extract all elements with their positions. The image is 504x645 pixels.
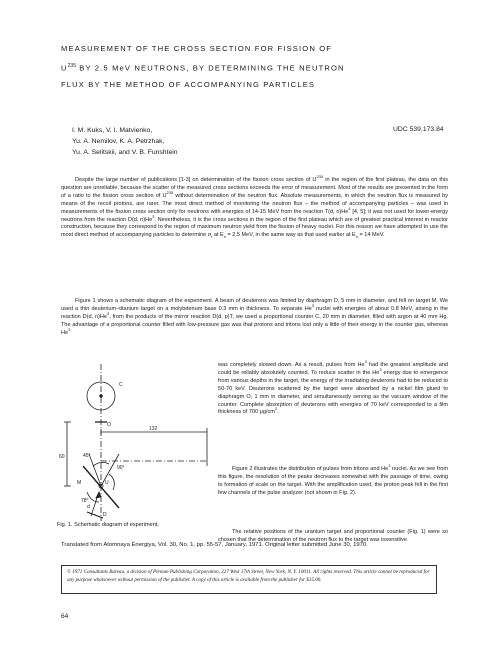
label-132: 132 [149,426,158,432]
label-m: M [77,480,82,486]
authors-line-2: Yu. A. Nemilov, K. A. Petrzhak, [72,137,165,145]
page-number: 64 [61,613,69,620]
title-line-2 [61,58,451,77]
label-60: 60 [59,454,65,460]
title-line-1: MEASUREMENT OF THE CROSS SECTION FOR FISSION OF [61,44,333,53]
label-d: D [103,512,107,518]
label-u: U [105,480,109,486]
author-list [72,126,372,158]
title-element: U [61,63,68,73]
article-title [61,41,451,93]
label-o: O [107,422,111,428]
paragraph-figure2: Figure 2 illustrates the distribution of pulses from tritons and He$^3$ nuclei. As we see from this figure, the resolution of the peaks decreases somewhat with the passage of time, owing to formation of scale on the target. With the amplification used, the proton peak fell in the first few channels of the pulse analyzer (not shown in Fig. 2). [218,463,448,496]
paragraph-geometry: The relative positions of the uranium target and proportional counter (Fig. 1) were so chosen that the determination of the neutron flux to the target was insensitive [218,529,448,543]
counter-wire-dot [100,395,103,398]
angle-arc-90 [109,474,114,490]
label-d-lower: d [87,504,90,510]
experiment-schematic-figure [57,356,209,521]
copyright-box: © 1971 Consultants Bureau, a division of Plenum Publishing Corporation, 227 West 17th Street, New York, N. Y. 10011. All rights reserved. This article cannot be reproduced for any purpose whatsoever without permission of the publisher. A copy of this article is available from the publisher for $15.00. [61,565,437,594]
translation-note: Translated from Atomnaya Énergiya, Vol. 30, No. 1, pp. 55-57, January, 1971. Original letter submitted June 30, 1970. [61,542,368,548]
figure-caption: Fig. 1. Schematic diagram of experiment. [57,522,159,528]
label-90: 90° [117,465,125,471]
title-isotope-sup: 235 [67,62,76,69]
paragraph-intro: Despite the large number of publications [1-3] on determination of the fission cross section of $U^{235}$ in the region of the first plateau, the data on this question are unreliable, because the scatter of the measured cross sections exceeds the error of measurement. Most of the results are presented in the form of a ratio to the fission cross section of $U^{235}$ without determination of the neutron flux. Absolute measurements, in which the neutron flux is measured by means of the recoil protons, are rarer. The most direct method of monitoring the neutron flux – the method of accompanying particles – was used in measurements of the fission cross section only for neutrons with energies of 14-15 MeV from the reaction T(d, n)He$^4$ [4, 5]; it was not used for lower-energy neutrons from the reaction D(d, n)He$^3$. Nevertheless, it is the cross sections in the region of the first plateau which are of greatest practical interest in reactor construction, because they correspond to the region of maximum neutron yield from the fission of heavy nuclei. For this reason we have attempted to use the most direct method of accompanying particles to determine $\sigma_f$ at $E_n = 2.5$ MeV, in the same way as that used earlier at $E_n = 14$ MeV. [61,174,449,240]
title-line-2-rest: BY 2.5 MeV NEUTRONS, BY DETERMINING THE NEUTRON [75,63,345,73]
authors-line-3: Yu. A. Selitskii, and V. B. Funshtein [72,148,178,156]
authors-line-1: I. M. Kuks, V. I. Matvienko, [72,127,153,134]
label-78: 78° [81,498,89,504]
paragraph-counter-details: was completely slowed down. As a result, pulses from He$^3$ had the greatest amplitude and could be reliably absolutely counted. To reduce scatter in the He$^3$ energy due to emergence from various depths in the target, the energy of the irradiating deuterons had to be reduced to 50-70 keV. Deuterons scattered by the target were absorbed by a nickel film glued to diaphragm O, 1 mm in diameter, and simultaneously serving as the vacuum window of the counter. Complete absorption of deuterons with energies of 70 keV corresponded to a film thickness of 700 $\mu g/cm^2$. [218,359,449,416]
deuteron-beam-arrowhead [96,492,101,498]
paragraph-figure1-description: Figure 1 shows a schematic diagram of the experiment. A beam of deuterons was limited by diaphragm D, 5 mm in diameter, and fell on target M. We used a thin deuterium–titanium target on a molybdenum base 0.3 mm in thickness. To separate He$^3$ nuclei with energies of about 0.8 MeV, arising in the reaction D(d, n)He$^3$, from the products of the mirror reaction D(d, p)T, we used a proportional counter C, 20 mm in diameter, filled with argon at 40 mm Hg. The advantage of a proportional counter filled with low-pressure gas was that protons and tritons lost only a little of their energy in the counter gas, whereas He$^3$ [61,298,448,336]
label-45: 45° [83,453,91,459]
title-line-3: FLUX BY THE METHOD OF ACCOMPANYING PARTICLES [61,79,316,89]
ray-45-line [89,454,101,486]
label-c: C [119,382,123,388]
udc-code: UDC 539.173.84 [393,126,444,133]
